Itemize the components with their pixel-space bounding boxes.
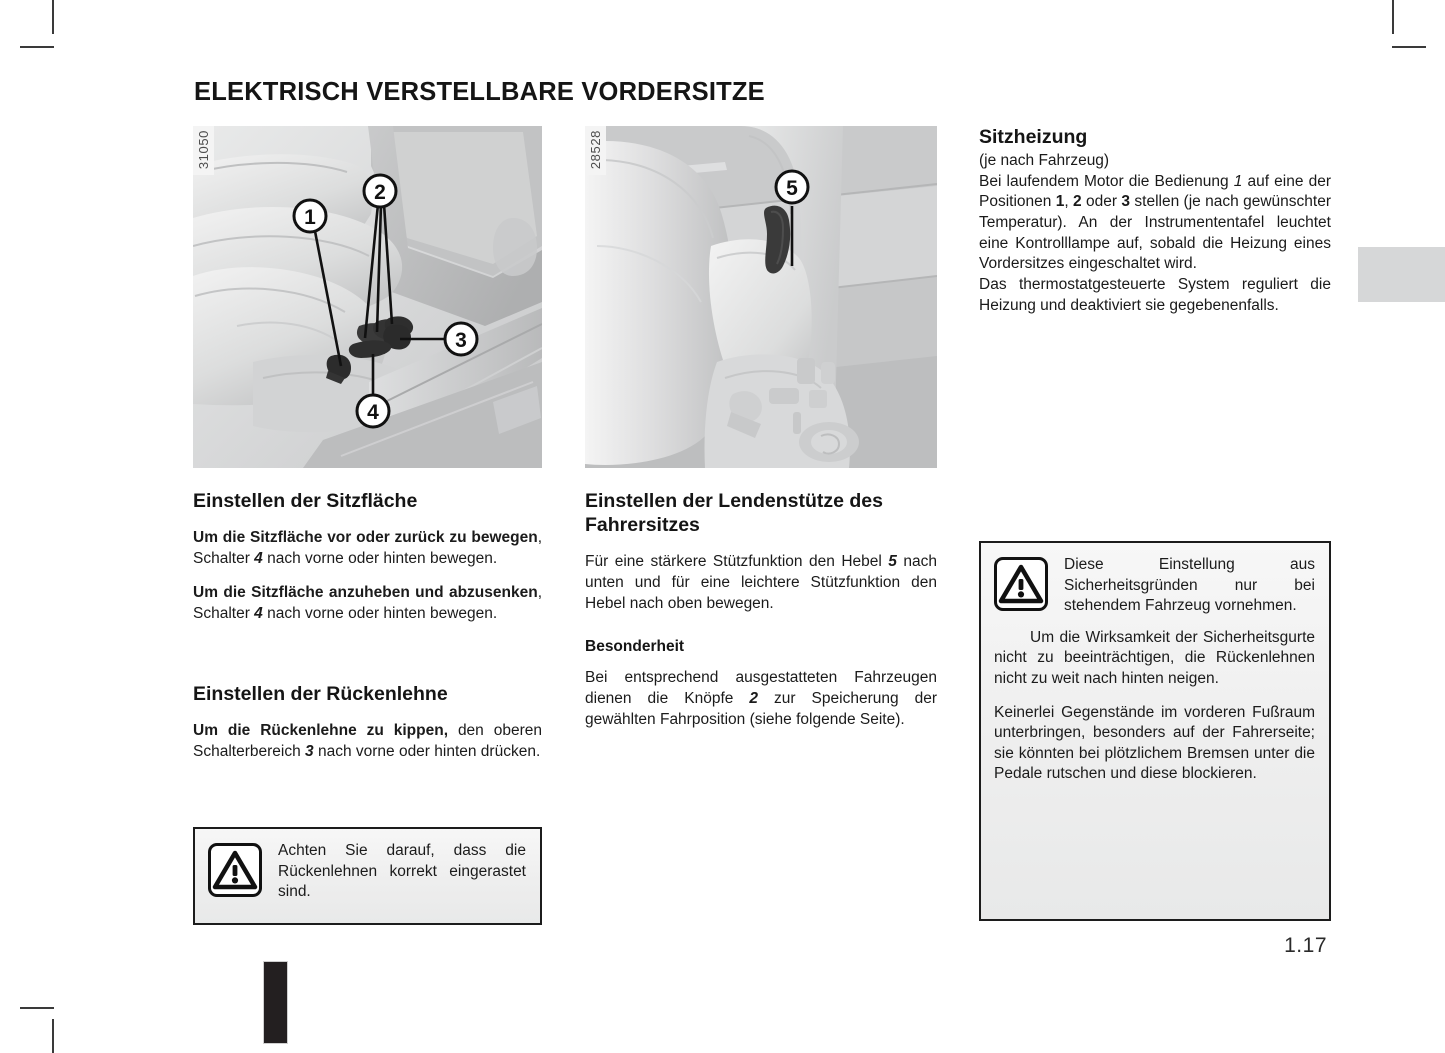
heading-einstellen-sitzflaeche: Einstellen der Sitzfläche	[193, 490, 418, 512]
bold-run: Um die Rückenlehne zu kippen,	[193, 721, 449, 739]
text-run: auf eine der Positionen	[979, 172, 1331, 211]
warning-box-safety-notes	[979, 541, 1331, 921]
text-run: zur Speicherung der gewählten Fahrposition (siehe folgende Seite).	[585, 689, 938, 728]
heading-sitzheizung: Sitzheizung	[979, 126, 1088, 148]
svg-text:2: 2	[374, 181, 386, 204]
paragraph-sitzflaeche-move	[193, 527, 542, 569]
paragraph-lumbar-adjust	[585, 551, 937, 614]
text-run: nach vorne oder hinten bewegen.	[262, 549, 498, 567]
number-ref: 1	[1055, 193, 1065, 211]
warning-paragraph: Achten Sie darauf, dass die Rückenlehnen korrekt eingerastet sind.	[278, 842, 526, 901]
warning-text-block	[278, 841, 526, 903]
heading-lendenstuetze: Einstellen der Lendenstütze des Fahrersitzes	[585, 490, 883, 536]
number-ref: 4	[254, 604, 263, 622]
column-three	[979, 126, 1331, 317]
text-run: Für eine stärkere Stützfunktion den Hebel	[585, 552, 889, 570]
text-run: oder	[1081, 193, 1122, 211]
column-one	[193, 126, 542, 762]
number-ref: 2	[749, 689, 759, 707]
page-title: ELEKTRISCH VERSTELLBARE VORDERSITZE	[194, 78, 765, 106]
text-run: , Schalter	[193, 528, 542, 567]
text-run: nach vorne oder hinten drücken.	[313, 742, 541, 760]
svg-text:4: 4	[367, 401, 379, 424]
warning-triangle-icon	[994, 557, 1048, 611]
warning-inner	[208, 841, 526, 903]
crop-mark-top-left-horizontal	[20, 46, 54, 48]
number-ref: 1	[1233, 172, 1243, 190]
number-ref: 2	[1073, 193, 1082, 211]
crop-mark-top-right-vertical	[1392, 0, 1394, 34]
number-ref: 5	[888, 552, 897, 570]
figure-reference-28528: 28528	[585, 126, 606, 175]
column-two	[585, 126, 937, 730]
text-run: ,	[1064, 193, 1074, 211]
lumbar-support-lever-photo	[585, 126, 937, 468]
warning-paragraph: Keinerlei Gegenstände im vorderen Fußraum unterbringen, besonders auf der Fahrerseite; sie könnten bei plötzlichem Bremsen unter die Pedale rutschen und diese blockieren.	[994, 703, 1315, 783]
chapter-marker-bar	[263, 961, 288, 1044]
paragraph-rueckenlehne-tilt	[193, 720, 542, 762]
warning-triangle-icon	[208, 843, 262, 897]
bold-run: Um die Sitzfläche vor oder zurück zu bewegen	[193, 528, 538, 546]
svg-text:1: 1	[304, 206, 316, 229]
warning-box-backrest-latched	[193, 827, 542, 925]
svg-text:5: 5	[786, 177, 798, 200]
paragraph-thermostat-system: Das thermostatgesteuerte System reguliert die Heizung und deaktiviert sie gegebenenfalls.	[979, 276, 1331, 314]
text-run: den oberen Schalterbereich	[193, 721, 542, 760]
text-run: stellen (je nach gewünschter Temperatur). An der Instrumententafel leuchtet eine Kontrolllampe auf, sobald die Heizung eines Vordersitzes eingeschaltet wird.	[979, 193, 1331, 273]
page-number: 1.17	[1284, 934, 1327, 957]
front-seat-controls-photo	[193, 126, 542, 468]
warning-paragraph: Diese Einstellung aus Sicherheitsgründen nur bei stehendem Fahrzeug vornehmen.	[1064, 556, 1315, 615]
paragraph-memory-buttons	[585, 667, 937, 730]
crop-mark-bottom-left-horizontal	[20, 1007, 54, 1009]
warning-inner	[994, 555, 1315, 785]
section-spacer	[193, 637, 542, 661]
bold-run: Um die Sitzfläche anzuheben und abzusenken	[193, 583, 538, 601]
paragraph-sitzflaeche-raise	[193, 582, 542, 624]
number-ref: 3	[1121, 193, 1131, 211]
subtitle-je-nach-fahrzeug: (je nach Fahrzeug)	[979, 152, 1110, 169]
text-run: nach unten und für eine leichtere Stützfunktion den Hebel nach oben bewegen.	[585, 552, 937, 612]
crop-mark-bottom-left-vertical	[52, 1019, 54, 1053]
text-run: nach vorne oder hinten bewegen.	[262, 604, 498, 622]
svg-text:3: 3	[455, 329, 467, 352]
crop-mark-top-left-vertical	[52, 0, 54, 34]
crop-mark-top-right-horizontal	[1392, 46, 1426, 48]
heading-besonderheit: Besonderheit	[585, 637, 685, 655]
text-run: Bei entsprechend ausgestatteten Fahrzeugen dienen die Knöpfe	[585, 668, 937, 707]
text-run: , Schalter	[193, 583, 542, 622]
chapter-edge-tab	[1358, 247, 1445, 302]
text-run: Bei laufendem Motor die Bedienung	[979, 172, 1234, 190]
warning-text-block-first	[1064, 555, 1315, 617]
warning-text-block-rest	[994, 628, 1315, 785]
paragraph-seat-heating-operation	[979, 172, 1331, 275]
warning-paragraph: Um die Wirksamkeit der Sicherheitsgurte nicht zu beeinträchtigen, die Rückenlehnen nicht zu weit nach hinten neigen.	[994, 628, 1315, 688]
number-ref: 3	[305, 742, 314, 760]
figure-reference-31050: 31050	[193, 126, 214, 175]
number-ref: 4	[254, 549, 263, 567]
heading-einstellen-rueckenlehne: Einstellen der Rückenlehne	[193, 682, 448, 705]
